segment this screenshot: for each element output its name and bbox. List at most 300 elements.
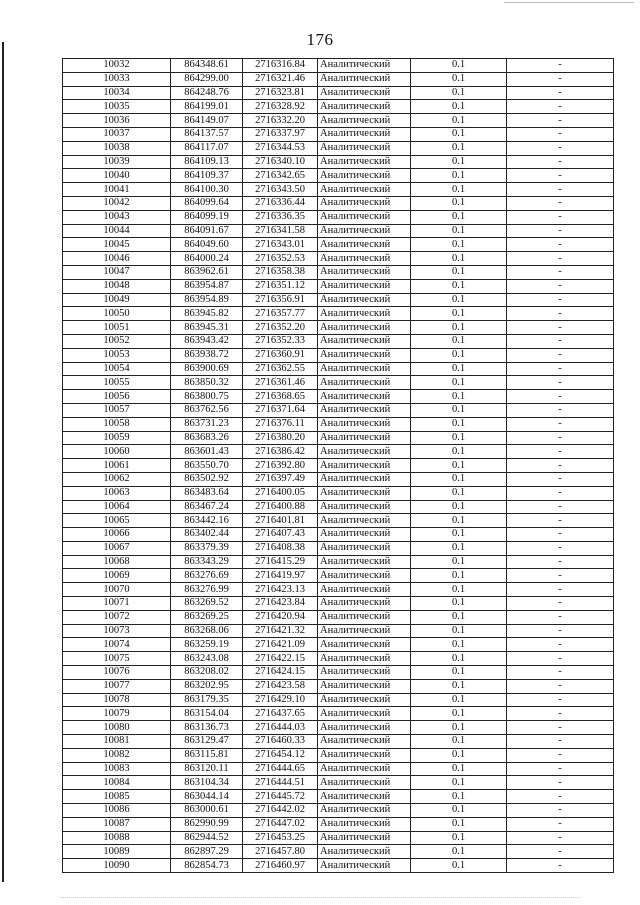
point-number-cell: 10056 xyxy=(63,390,171,404)
error-cell: 0.1 xyxy=(411,459,507,473)
table-row xyxy=(63,804,614,818)
point-number-cell: 10083 xyxy=(63,762,171,776)
point-number-cell: 10069 xyxy=(63,569,171,583)
method-cell: Аналитический xyxy=(318,376,411,390)
error-cell: 0.1 xyxy=(411,693,507,707)
note-cell: - xyxy=(507,486,614,500)
x-coordinate-cell: 863104.34 xyxy=(171,776,243,790)
method-cell: Аналитический xyxy=(318,555,411,569)
error-cell: 0.1 xyxy=(411,114,507,128)
error-cell: 0.1 xyxy=(411,555,507,569)
note-cell: - xyxy=(507,748,614,762)
table-row xyxy=(63,169,614,183)
table-row xyxy=(63,831,614,845)
x-coordinate-cell: 864099.19 xyxy=(171,210,243,224)
point-number-cell: 10055 xyxy=(63,376,171,390)
y-coordinate-cell: 2716444.51 xyxy=(243,776,318,790)
note-cell: - xyxy=(507,196,614,210)
y-coordinate-cell: 2716423.84 xyxy=(243,597,318,611)
x-coordinate-cell: 864348.61 xyxy=(171,59,243,73)
method-cell: Аналитический xyxy=(318,735,411,749)
y-coordinate-cell: 2716423.13 xyxy=(243,583,318,597)
point-number-cell: 10060 xyxy=(63,445,171,459)
x-coordinate-cell: 864109.37 xyxy=(171,169,243,183)
table-row xyxy=(63,528,614,542)
y-coordinate-cell: 2716421.32 xyxy=(243,624,318,638)
error-cell: 0.1 xyxy=(411,514,507,528)
table-row xyxy=(63,472,614,486)
method-cell: Аналитический xyxy=(318,100,411,114)
y-coordinate-cell: 2716361.46 xyxy=(243,376,318,390)
x-coordinate-cell: 863208.02 xyxy=(171,666,243,680)
method-cell: Аналитический xyxy=(318,183,411,197)
x-coordinate-cell: 863269.25 xyxy=(171,610,243,624)
note-cell: - xyxy=(507,831,614,845)
table-row xyxy=(63,100,614,114)
x-coordinate-cell: 863550.70 xyxy=(171,459,243,473)
error-cell: 0.1 xyxy=(411,127,507,141)
note-cell: - xyxy=(507,86,614,100)
note-cell: - xyxy=(507,155,614,169)
y-coordinate-cell: 2716415.29 xyxy=(243,555,318,569)
note-cell: - xyxy=(507,666,614,680)
y-coordinate-cell: 2716341.58 xyxy=(243,224,318,238)
y-coordinate-cell: 2716401.81 xyxy=(243,514,318,528)
y-coordinate-cell: 2716360.91 xyxy=(243,348,318,362)
table-row xyxy=(63,555,614,569)
table-row xyxy=(63,859,614,873)
x-coordinate-cell: 863154.04 xyxy=(171,707,243,721)
table-row xyxy=(63,279,614,293)
y-coordinate-cell: 2716445.72 xyxy=(243,790,318,804)
note-cell: - xyxy=(507,431,614,445)
x-coordinate-cell: 862944.52 xyxy=(171,831,243,845)
method-cell: Аналитический xyxy=(318,693,411,707)
table-row xyxy=(63,252,614,266)
table-row xyxy=(63,431,614,445)
error-cell: 0.1 xyxy=(411,100,507,114)
x-coordinate-cell: 863115.81 xyxy=(171,748,243,762)
y-coordinate-cell: 2716336.44 xyxy=(243,196,318,210)
method-cell: Аналитический xyxy=(318,417,411,431)
x-coordinate-cell: 864049.60 xyxy=(171,238,243,252)
note-cell: - xyxy=(507,762,614,776)
table-row xyxy=(63,693,614,707)
error-cell: 0.1 xyxy=(411,666,507,680)
note-cell: - xyxy=(507,169,614,183)
y-coordinate-cell: 2716332.20 xyxy=(243,114,318,128)
method-cell: Аналитический xyxy=(318,252,411,266)
method-cell: Аналитический xyxy=(318,679,411,693)
table-row xyxy=(63,790,614,804)
point-number-cell: 10034 xyxy=(63,86,171,100)
x-coordinate-cell: 863954.89 xyxy=(171,293,243,307)
y-coordinate-cell: 2716371.64 xyxy=(243,403,318,417)
method-cell: Аналитический xyxy=(318,624,411,638)
note-cell: - xyxy=(507,114,614,128)
x-coordinate-cell: 864149.07 xyxy=(171,114,243,128)
error-cell: 0.1 xyxy=(411,831,507,845)
error-cell: 0.1 xyxy=(411,500,507,514)
table-row xyxy=(63,238,614,252)
x-coordinate-cell: 863259.19 xyxy=(171,638,243,652)
note-cell: - xyxy=(507,417,614,431)
note-cell: - xyxy=(507,238,614,252)
y-coordinate-cell: 2716376.11 xyxy=(243,417,318,431)
point-number-cell: 10049 xyxy=(63,293,171,307)
y-coordinate-cell: 2716386.42 xyxy=(243,445,318,459)
point-number-cell: 10077 xyxy=(63,679,171,693)
point-number-cell: 10047 xyxy=(63,265,171,279)
y-coordinate-cell: 2716397.49 xyxy=(243,472,318,486)
note-cell: - xyxy=(507,445,614,459)
method-cell: Аналитический xyxy=(318,666,411,680)
point-number-cell: 10087 xyxy=(63,817,171,831)
method-cell: Аналитический xyxy=(318,141,411,155)
point-number-cell: 10068 xyxy=(63,555,171,569)
error-cell: 0.1 xyxy=(411,583,507,597)
error-cell: 0.1 xyxy=(411,169,507,183)
x-coordinate-cell: 863683.26 xyxy=(171,431,243,445)
note-cell: - xyxy=(507,252,614,266)
table-row xyxy=(63,307,614,321)
note-cell: - xyxy=(507,224,614,238)
error-cell: 0.1 xyxy=(411,210,507,224)
y-coordinate-cell: 2716316.84 xyxy=(243,59,318,73)
point-number-cell: 10052 xyxy=(63,334,171,348)
x-coordinate-cell: 863379.39 xyxy=(171,541,243,555)
method-cell: Аналитический xyxy=(318,528,411,542)
y-coordinate-cell: 2716357.77 xyxy=(243,307,318,321)
x-coordinate-cell: 863601.43 xyxy=(171,445,243,459)
method-cell: Аналитический xyxy=(318,652,411,666)
x-coordinate-cell: 863442.16 xyxy=(171,514,243,528)
method-cell: Аналитический xyxy=(318,541,411,555)
note-cell: - xyxy=(507,845,614,859)
x-coordinate-cell: 864199.01 xyxy=(171,100,243,114)
y-coordinate-cell: 2716336.35 xyxy=(243,210,318,224)
method-cell: Аналитический xyxy=(318,610,411,624)
error-cell: 0.1 xyxy=(411,486,507,500)
point-number-cell: 10050 xyxy=(63,307,171,321)
method-cell: Аналитический xyxy=(318,403,411,417)
note-cell: - xyxy=(507,307,614,321)
error-cell: 0.1 xyxy=(411,735,507,749)
error-cell: 0.1 xyxy=(411,472,507,486)
note-cell: - xyxy=(507,376,614,390)
point-number-cell: 10046 xyxy=(63,252,171,266)
method-cell: Аналитический xyxy=(318,59,411,73)
method-cell: Аналитический xyxy=(318,86,411,100)
point-number-cell: 10078 xyxy=(63,693,171,707)
table-row xyxy=(63,293,614,307)
x-coordinate-cell: 863044.14 xyxy=(171,790,243,804)
point-number-cell: 10073 xyxy=(63,624,171,638)
error-cell: 0.1 xyxy=(411,390,507,404)
y-coordinate-cell: 2716420.94 xyxy=(243,610,318,624)
note-cell: - xyxy=(507,790,614,804)
error-cell: 0.1 xyxy=(411,652,507,666)
x-coordinate-cell: 863483.64 xyxy=(171,486,243,500)
error-cell: 0.1 xyxy=(411,348,507,362)
x-coordinate-cell: 863945.82 xyxy=(171,307,243,321)
x-coordinate-cell: 863467.24 xyxy=(171,500,243,514)
table-row xyxy=(63,362,614,376)
table-row xyxy=(63,59,614,73)
point-number-cell: 10071 xyxy=(63,597,171,611)
x-coordinate-cell: 864299.00 xyxy=(171,72,243,86)
method-cell: Аналитический xyxy=(318,72,411,86)
x-coordinate-cell: 863276.69 xyxy=(171,569,243,583)
method-cell: Аналитический xyxy=(318,321,411,335)
x-coordinate-cell: 863136.73 xyxy=(171,721,243,735)
method-cell: Аналитический xyxy=(318,362,411,376)
error-cell: 0.1 xyxy=(411,721,507,735)
note-cell: - xyxy=(507,279,614,293)
method-cell: Аналитический xyxy=(318,845,411,859)
error-cell: 0.1 xyxy=(411,265,507,279)
y-coordinate-cell: 2716460.97 xyxy=(243,859,318,873)
table-row xyxy=(63,762,614,776)
method-cell: Аналитический xyxy=(318,279,411,293)
error-cell: 0.1 xyxy=(411,790,507,804)
method-cell: Аналитический xyxy=(318,127,411,141)
table-row xyxy=(63,707,614,721)
method-cell: Аналитический xyxy=(318,169,411,183)
y-coordinate-cell: 2716423.58 xyxy=(243,679,318,693)
error-cell: 0.1 xyxy=(411,679,507,693)
method-cell: Аналитический xyxy=(318,155,411,169)
note-cell: - xyxy=(507,100,614,114)
note-cell: - xyxy=(507,569,614,583)
point-number-cell: 10042 xyxy=(63,196,171,210)
table-row xyxy=(63,514,614,528)
y-coordinate-cell: 2716337.97 xyxy=(243,127,318,141)
method-cell: Аналитический xyxy=(318,514,411,528)
error-cell: 0.1 xyxy=(411,155,507,169)
method-cell: Аналитический xyxy=(318,472,411,486)
note-cell: - xyxy=(507,638,614,652)
point-number-cell: 10081 xyxy=(63,735,171,749)
error-cell: 0.1 xyxy=(411,610,507,624)
note-cell: - xyxy=(507,624,614,638)
method-cell: Аналитический xyxy=(318,500,411,514)
x-coordinate-cell: 863179.35 xyxy=(171,693,243,707)
note-cell: - xyxy=(507,679,614,693)
table-row xyxy=(63,141,614,155)
error-cell: 0.1 xyxy=(411,321,507,335)
note-cell: - xyxy=(507,459,614,473)
y-coordinate-cell: 2716442.02 xyxy=(243,804,318,818)
method-cell: Аналитический xyxy=(318,334,411,348)
y-coordinate-cell: 2716457.80 xyxy=(243,845,318,859)
method-cell: Аналитический xyxy=(318,583,411,597)
table-row xyxy=(63,666,614,680)
table-row xyxy=(63,417,614,431)
x-coordinate-cell: 864117.07 xyxy=(171,141,243,155)
error-cell: 0.1 xyxy=(411,817,507,831)
y-coordinate-cell: 2716429.10 xyxy=(243,693,318,707)
y-coordinate-cell: 2716424.15 xyxy=(243,666,318,680)
point-number-cell: 10066 xyxy=(63,528,171,542)
note-cell: - xyxy=(507,59,614,73)
error-cell: 0.1 xyxy=(411,445,507,459)
point-number-cell: 10043 xyxy=(63,210,171,224)
method-cell: Аналитический xyxy=(318,790,411,804)
error-cell: 0.1 xyxy=(411,362,507,376)
note-cell: - xyxy=(507,610,614,624)
table-row xyxy=(63,569,614,583)
y-coordinate-cell: 2716343.50 xyxy=(243,183,318,197)
x-coordinate-cell: 862990.99 xyxy=(171,817,243,831)
error-cell: 0.1 xyxy=(411,86,507,100)
y-coordinate-cell: 2716323.81 xyxy=(243,86,318,100)
point-number-cell: 10072 xyxy=(63,610,171,624)
error-cell: 0.1 xyxy=(411,569,507,583)
table-row xyxy=(63,748,614,762)
point-number-cell: 10065 xyxy=(63,514,171,528)
point-number-cell: 10075 xyxy=(63,652,171,666)
note-cell: - xyxy=(507,183,614,197)
table-row xyxy=(63,459,614,473)
point-number-cell: 10067 xyxy=(63,541,171,555)
method-cell: Аналитический xyxy=(318,859,411,873)
point-number-cell: 10070 xyxy=(63,583,171,597)
note-cell: - xyxy=(507,597,614,611)
y-coordinate-cell: 2716453.25 xyxy=(243,831,318,845)
point-number-cell: 10089 xyxy=(63,845,171,859)
y-coordinate-cell: 2716408.38 xyxy=(243,541,318,555)
point-number-cell: 10057 xyxy=(63,403,171,417)
scan-artifact-bottom xyxy=(60,897,580,899)
table-row xyxy=(63,610,614,624)
y-coordinate-cell: 2716407.43 xyxy=(243,528,318,542)
y-coordinate-cell: 2716454.12 xyxy=(243,748,318,762)
table-row xyxy=(63,224,614,238)
point-number-cell: 10058 xyxy=(63,417,171,431)
note-cell: - xyxy=(507,403,614,417)
error-cell: 0.1 xyxy=(411,403,507,417)
note-cell: - xyxy=(507,210,614,224)
method-cell: Аналитический xyxy=(318,569,411,583)
table-row xyxy=(63,445,614,459)
note-cell: - xyxy=(507,652,614,666)
coordinates-table xyxy=(62,58,614,873)
note-cell: - xyxy=(507,472,614,486)
x-coordinate-cell: 863402.44 xyxy=(171,528,243,542)
table-row xyxy=(63,486,614,500)
table-row xyxy=(63,652,614,666)
error-cell: 0.1 xyxy=(411,196,507,210)
table-row xyxy=(63,500,614,514)
y-coordinate-cell: 2716419.97 xyxy=(243,569,318,583)
table-row xyxy=(63,348,614,362)
method-cell: Аналитический xyxy=(318,238,411,252)
error-cell: 0.1 xyxy=(411,707,507,721)
error-cell: 0.1 xyxy=(411,334,507,348)
table-row xyxy=(63,735,614,749)
table-row xyxy=(63,624,614,638)
error-cell: 0.1 xyxy=(411,638,507,652)
page-number: 176 xyxy=(306,30,334,49)
x-coordinate-cell: 863938.72 xyxy=(171,348,243,362)
point-number-cell: 10035 xyxy=(63,100,171,114)
error-cell: 0.1 xyxy=(411,431,507,445)
method-cell: Аналитический xyxy=(318,459,411,473)
point-number-cell: 10040 xyxy=(63,169,171,183)
x-coordinate-cell: 864099.64 xyxy=(171,196,243,210)
x-coordinate-cell: 864100.30 xyxy=(171,183,243,197)
x-coordinate-cell: 863343.29 xyxy=(171,555,243,569)
method-cell: Аналитический xyxy=(318,638,411,652)
x-coordinate-cell: 864137.57 xyxy=(171,127,243,141)
error-cell: 0.1 xyxy=(411,748,507,762)
y-coordinate-cell: 2716437.65 xyxy=(243,707,318,721)
method-cell: Аналитический xyxy=(318,831,411,845)
x-coordinate-cell: 863120.11 xyxy=(171,762,243,776)
x-coordinate-cell: 863202.95 xyxy=(171,679,243,693)
error-cell: 0.1 xyxy=(411,417,507,431)
table-row xyxy=(63,114,614,128)
error-cell: 0.1 xyxy=(411,279,507,293)
note-cell: - xyxy=(507,362,614,376)
x-coordinate-cell: 864109.13 xyxy=(171,155,243,169)
y-coordinate-cell: 2716340.10 xyxy=(243,155,318,169)
x-coordinate-cell: 863276.99 xyxy=(171,583,243,597)
y-coordinate-cell: 2716392.80 xyxy=(243,459,318,473)
x-coordinate-cell: 863243.08 xyxy=(171,652,243,666)
table-row xyxy=(63,155,614,169)
point-number-cell: 10090 xyxy=(63,859,171,873)
point-number-cell: 10051 xyxy=(63,321,171,335)
table-row xyxy=(63,721,614,735)
method-cell: Аналитический xyxy=(318,390,411,404)
y-coordinate-cell: 2716328.92 xyxy=(243,100,318,114)
point-number-cell: 10062 xyxy=(63,472,171,486)
x-coordinate-cell: 863943.42 xyxy=(171,334,243,348)
table-row xyxy=(63,265,614,279)
y-coordinate-cell: 2716444.03 xyxy=(243,721,318,735)
error-cell: 0.1 xyxy=(411,804,507,818)
y-coordinate-cell: 2716380.20 xyxy=(243,431,318,445)
y-coordinate-cell: 2716344.53 xyxy=(243,141,318,155)
note-cell: - xyxy=(507,817,614,831)
table-row xyxy=(63,86,614,100)
y-coordinate-cell: 2716460.33 xyxy=(243,735,318,749)
table-row xyxy=(63,638,614,652)
error-cell: 0.1 xyxy=(411,141,507,155)
note-cell: - xyxy=(507,500,614,514)
y-coordinate-cell: 2716343.01 xyxy=(243,238,318,252)
note-cell: - xyxy=(507,541,614,555)
method-cell: Аналитический xyxy=(318,293,411,307)
point-number-cell: 10086 xyxy=(63,804,171,818)
method-cell: Аналитический xyxy=(318,776,411,790)
y-coordinate-cell: 2716422.15 xyxy=(243,652,318,666)
x-coordinate-cell: 863962.61 xyxy=(171,265,243,279)
table-row xyxy=(63,210,614,224)
x-coordinate-cell: 864000.24 xyxy=(171,252,243,266)
table-row xyxy=(63,679,614,693)
x-coordinate-cell: 863129.47 xyxy=(171,735,243,749)
x-coordinate-cell: 863731.23 xyxy=(171,417,243,431)
method-cell: Аналитический xyxy=(318,445,411,459)
error-cell: 0.1 xyxy=(411,252,507,266)
point-number-cell: 10088 xyxy=(63,831,171,845)
x-coordinate-cell: 863800.75 xyxy=(171,390,243,404)
y-coordinate-cell: 2716321.46 xyxy=(243,72,318,86)
error-cell: 0.1 xyxy=(411,238,507,252)
